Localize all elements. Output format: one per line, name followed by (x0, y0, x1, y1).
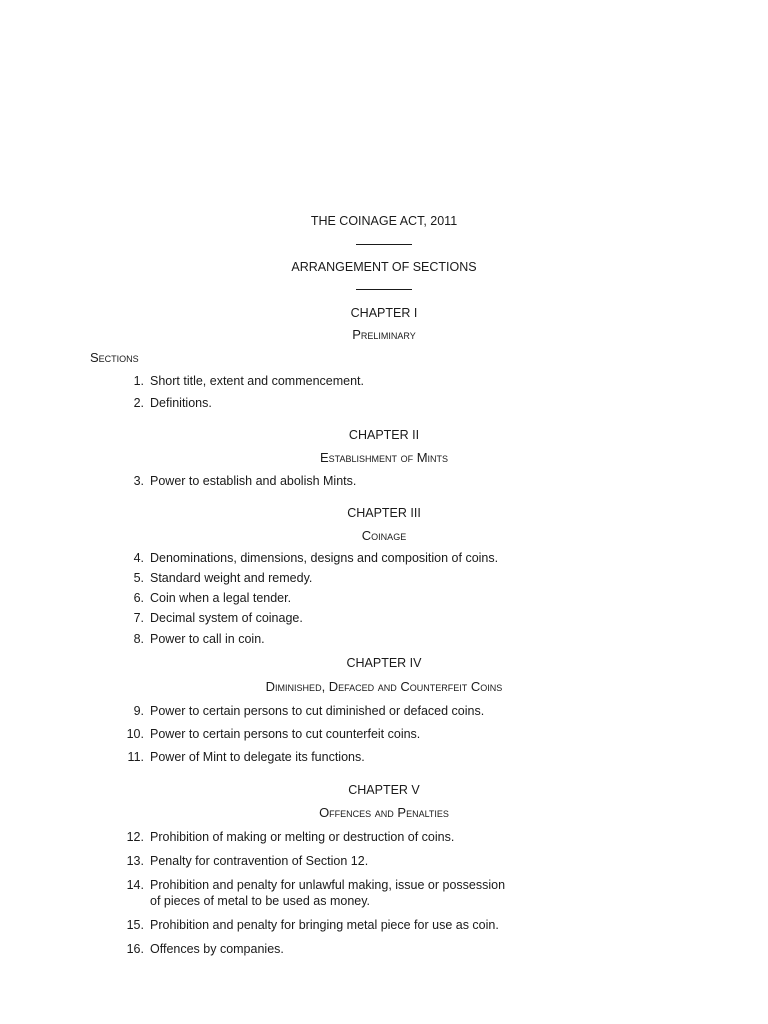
section-number: 11. (127, 750, 144, 764)
section-number: 9. (133, 704, 144, 718)
section-title: Coin when a legal tender. (150, 591, 292, 605)
section-title: Power to certain persons to cut counterfeit coins. (150, 727, 421, 741)
section-title-continued: of pieces of metal to be used as money. (150, 894, 371, 908)
sections-label: Sections (90, 350, 139, 365)
section-title: Power to call in coin. (150, 632, 265, 646)
arrangement-divider (356, 289, 412, 290)
arrangement-heading: ARRANGEMENT OF SECTIONS (291, 260, 477, 274)
section-number: 3. (133, 474, 144, 488)
chapter-heading: CHAPTER II (348, 428, 420, 442)
section-number: 4. (133, 551, 144, 565)
section-number: 6. (133, 591, 144, 605)
title-divider (356, 244, 412, 245)
section-title: Prohibition of making or melting or destruction of coins. (150, 830, 455, 844)
section-number: 7. (133, 611, 144, 625)
chapter-name: Diminished, Defaced and Counterfeit Coins (265, 679, 503, 694)
chapter-heading: CHAPTER V (348, 783, 420, 797)
section-title: Definitions. (150, 396, 212, 410)
chapter-heading: CHAPTER IV (346, 656, 422, 670)
section-number: 13. (126, 854, 144, 868)
section-title: Prohibition and penalty for unlawful making, issue or possession (150, 878, 506, 892)
section-number: 14. (126, 878, 144, 892)
section-number: 12. (126, 830, 144, 844)
section-title: Offences by companies. (150, 942, 284, 956)
section-number: 1. (133, 374, 144, 388)
section-number: 15. (126, 918, 144, 932)
section-number: 10. (126, 727, 144, 741)
chapter-name: Establishment of Mints (319, 450, 449, 465)
chapter-name: Coinage (361, 528, 407, 543)
chapter-heading: CHAPTER I (350, 306, 418, 320)
section-title: Denominations, dimensions, designs and composition of coins. (150, 551, 499, 565)
section-title: Power to certain persons to cut diminished or defaced coins. (150, 704, 485, 718)
section-number: 2. (133, 396, 144, 410)
section-number: 8. (133, 632, 144, 646)
section-title: Decimal system of coinage. (150, 611, 303, 625)
chapter-heading: CHAPTER III (347, 506, 421, 520)
section-title: Standard weight and remedy. (150, 571, 313, 585)
section-title: Power of Mint to delegate its functions. (150, 750, 365, 764)
section-number: 16. (126, 942, 144, 956)
section-title: Penalty for contravention of Section 12. (150, 854, 369, 868)
section-title: Prohibition and penalty for bringing metal piece for use as coin. (150, 918, 499, 932)
section-title: Power to establish and abolish Mints. (150, 474, 357, 488)
act-title: THE COINAGE ACT, 2011 (310, 214, 458, 228)
chapter-name: Preliminary (352, 327, 416, 342)
chapter-name: Offences and Penalties (319, 805, 449, 820)
section-title: Short title, extent and commencement. (150, 374, 364, 388)
section-number: 5. (133, 571, 144, 585)
